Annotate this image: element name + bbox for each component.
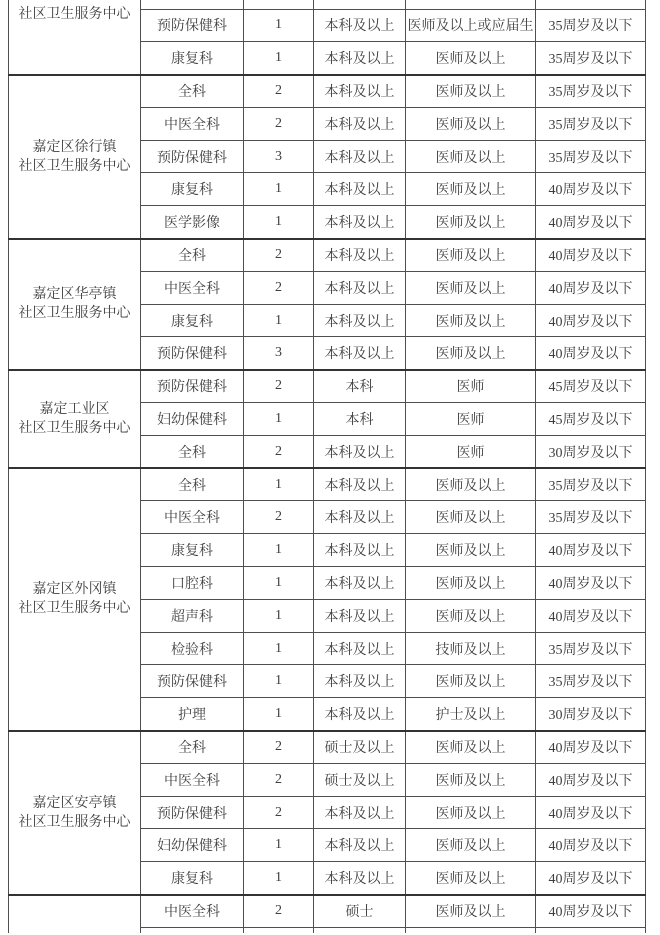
count-cell: 1 [244, 862, 314, 895]
dept-cell: 中医全科 [141, 501, 244, 534]
dept-cell: 康复科 [141, 304, 244, 337]
title-cell: 医师及以上 [406, 665, 536, 698]
filler-cell [314, 927, 406, 933]
age-cell: 40周岁及以下 [536, 534, 646, 567]
title-cell: 医师及以上 [406, 337, 536, 370]
count-cell: 2 [244, 107, 314, 140]
age-cell: 40周岁及以下 [536, 337, 646, 370]
org-name-line: 嘉定区安亭镇 [32, 795, 117, 811]
education-cell: 硕士及以上 [314, 731, 406, 764]
count-cell: 1 [244, 9, 314, 42]
dept-cell: 妇幼保健科 [141, 829, 244, 862]
age-cell: 30周岁及以下 [536, 698, 646, 731]
education-cell: 本科及以上 [314, 567, 406, 600]
education-cell: 本科及以上 [314, 632, 406, 665]
count-cell: 1 [244, 698, 314, 731]
age-cell: 40周岁及以下 [536, 829, 646, 862]
table-row [9, 75, 646, 108]
count-cell: 1 [244, 403, 314, 436]
title-cell: 医师 [406, 370, 536, 403]
education-cell: 本科及以上 [314, 206, 406, 239]
org-cell [9, 0, 141, 75]
count-cell: 1 [244, 468, 314, 501]
education-cell: 本科及以上 [314, 9, 406, 42]
filler-cell [536, 927, 646, 933]
title-cell: 护士及以上 [406, 698, 536, 731]
age-cell: 35周岁及以下 [536, 468, 646, 501]
table-row [9, 370, 646, 403]
table-row [9, 468, 646, 501]
age-cell: 40周岁及以下 [536, 304, 646, 337]
dept-cell: 护理 [141, 698, 244, 731]
title-cell: 医师及以上 [406, 468, 536, 501]
count-cell: 1 [244, 829, 314, 862]
dept-cell: 康复科 [141, 173, 244, 206]
dept-cell: 预防保健科 [141, 337, 244, 370]
org-cell [9, 370, 141, 468]
education-cell: 本科及以上 [314, 501, 406, 534]
count-cell: 2 [244, 763, 314, 796]
education-cell: 本科及以上 [314, 862, 406, 895]
age-cell: 40周岁及以下 [536, 271, 646, 304]
filler-cell [536, 0, 646, 9]
filler-cell [244, 927, 314, 933]
title-cell: 医师及以上 [406, 829, 536, 862]
dept-cell: 预防保健科 [141, 370, 244, 403]
age-cell: 45周岁及以下 [536, 370, 646, 403]
title-cell: 医师及以上或应届生 [406, 9, 536, 42]
title-cell: 医师及以上 [406, 173, 536, 206]
education-cell: 本科及以上 [314, 829, 406, 862]
age-cell: 40周岁及以下 [536, 567, 646, 600]
org-cell [9, 895, 141, 934]
education-cell: 本科及以上 [314, 42, 406, 75]
org-name-line: 社区卫生服务中心 [18, 306, 131, 322]
title-cell: 医师及以上 [406, 107, 536, 140]
title-cell: 医师及以上 [406, 567, 536, 600]
age-cell: 35周岁及以下 [536, 665, 646, 698]
dept-cell: 妇幼保健科 [141, 403, 244, 436]
education-cell: 本科及以上 [314, 468, 406, 501]
education-cell: 本科及以上 [314, 304, 406, 337]
education-cell: 本科及以上 [314, 75, 406, 108]
education-cell: 本科 [314, 370, 406, 403]
education-cell: 本科及以上 [314, 107, 406, 140]
title-cell: 医师及以上 [406, 501, 536, 534]
age-cell: 40周岁及以下 [536, 206, 646, 239]
org-name-line: 嘉定工业区 [39, 401, 110, 417]
title-cell: 医师及以上 [406, 895, 536, 928]
count-cell: 3 [244, 337, 314, 370]
org-name-line: 社区卫生服务中心 [18, 420, 131, 436]
dept-cell: 康复科 [141, 534, 244, 567]
age-cell: 35周岁及以下 [536, 140, 646, 173]
title-cell: 医师及以上 [406, 763, 536, 796]
recruitment-table [8, 0, 646, 933]
education-cell: 本科及以上 [314, 239, 406, 272]
age-cell: 40周岁及以下 [536, 796, 646, 829]
title-cell: 医师及以上 [406, 271, 536, 304]
count-cell: 2 [244, 501, 314, 534]
education-cell: 本科及以上 [314, 796, 406, 829]
dept-cell: 预防保健科 [141, 140, 244, 173]
education-cell: 本科及以上 [314, 698, 406, 731]
table-row [9, 239, 646, 272]
title-cell: 医师及以上 [406, 862, 536, 895]
org-cell [9, 239, 141, 370]
dept-cell: 中医全科 [141, 107, 244, 140]
dept-cell: 预防保健科 [141, 796, 244, 829]
org-name-line: 社区卫生服务中心 [18, 158, 131, 174]
count-cell: 2 [244, 271, 314, 304]
title-cell: 医师及以上 [406, 731, 536, 764]
dept-cell: 中医全科 [141, 271, 244, 304]
org-name-line: 社区卫生服务中心 [18, 601, 131, 617]
education-cell: 本科及以上 [314, 173, 406, 206]
title-cell: 医师及以上 [406, 75, 536, 108]
age-cell: 45周岁及以下 [536, 403, 646, 436]
dept-cell: 中医全科 [141, 895, 244, 928]
count-cell: 3 [244, 140, 314, 173]
filler-cell [406, 0, 536, 9]
title-cell: 技师及以上 [406, 632, 536, 665]
title-cell: 医师 [406, 435, 536, 468]
age-cell: 40周岁及以下 [536, 173, 646, 206]
dept-cell: 全科 [141, 239, 244, 272]
table-body [9, 0, 646, 933]
filler-cell [141, 927, 244, 933]
dept-cell: 口腔科 [141, 567, 244, 600]
age-cell: 30周岁及以下 [536, 435, 646, 468]
org-cell [9, 731, 141, 895]
dept-cell: 全科 [141, 468, 244, 501]
age-cell: 40周岁及以下 [536, 763, 646, 796]
age-cell: 40周岁及以下 [536, 599, 646, 632]
title-cell: 医师及以上 [406, 42, 536, 75]
age-cell: 35周岁及以下 [536, 501, 646, 534]
filler-cell [314, 0, 406, 9]
age-cell: 35周岁及以下 [536, 75, 646, 108]
education-cell: 本科及以上 [314, 140, 406, 173]
count-cell: 2 [244, 75, 314, 108]
filler-cell [244, 0, 314, 9]
dept-cell: 全科 [141, 731, 244, 764]
count-cell: 2 [244, 435, 314, 468]
title-cell: 医师及以上 [406, 140, 536, 173]
age-cell: 40周岁及以下 [536, 862, 646, 895]
dept-cell: 全科 [141, 75, 244, 108]
org-name-line: 嘉定区华亭镇 [32, 287, 117, 303]
age-cell: 35周岁及以下 [536, 107, 646, 140]
count-cell: 1 [244, 665, 314, 698]
title-cell: 医师 [406, 403, 536, 436]
education-cell: 本科及以上 [314, 435, 406, 468]
age-cell: 35周岁及以下 [536, 42, 646, 75]
education-cell: 本科及以上 [314, 271, 406, 304]
count-cell: 1 [244, 206, 314, 239]
org-name-line: 社区卫生服务中心 [18, 814, 131, 830]
education-cell: 硕士 [314, 895, 406, 928]
table-row [9, 895, 646, 928]
table-row [9, 731, 646, 764]
age-cell: 40周岁及以下 [536, 731, 646, 764]
dept-cell: 康复科 [141, 42, 244, 75]
age-cell: 40周岁及以下 [536, 895, 646, 928]
count-cell: 2 [244, 796, 314, 829]
age-cell: 35周岁及以下 [536, 9, 646, 42]
title-cell: 医师及以上 [406, 534, 536, 567]
count-cell: 2 [244, 370, 314, 403]
dept-cell: 预防保健科 [141, 9, 244, 42]
title-cell: 医师及以上 [406, 304, 536, 337]
org-name-line: 嘉定区外冈镇 [32, 582, 117, 598]
cut-top-row [9, 0, 646, 9]
org-name-line: 社区卫生服务中心 [18, 7, 131, 22]
age-cell: 40周岁及以下 [536, 239, 646, 272]
count-cell: 2 [244, 239, 314, 272]
education-cell: 本科及以上 [314, 665, 406, 698]
count-cell: 2 [244, 731, 314, 764]
dept-cell: 康复科 [141, 862, 244, 895]
age-cell: 35周岁及以下 [536, 632, 646, 665]
count-cell: 1 [244, 599, 314, 632]
count-cell: 2 [244, 895, 314, 928]
title-cell: 医师及以上 [406, 599, 536, 632]
count-cell: 1 [244, 534, 314, 567]
count-cell: 1 [244, 632, 314, 665]
education-cell: 本科 [314, 403, 406, 436]
dept-cell: 医学影像 [141, 206, 244, 239]
org-name-line: 嘉定区徐行镇 [32, 139, 117, 155]
education-cell: 本科及以上 [314, 534, 406, 567]
org-cell [9, 75, 141, 239]
dept-cell: 全科 [141, 435, 244, 468]
dept-cell: 预防保健科 [141, 665, 244, 698]
count-cell: 1 [244, 42, 314, 75]
dept-cell: 超声科 [141, 599, 244, 632]
title-cell: 医师及以上 [406, 206, 536, 239]
education-cell: 本科及以上 [314, 599, 406, 632]
education-cell: 硕士及以上 [314, 763, 406, 796]
filler-cell [141, 0, 244, 9]
dept-cell: 检验科 [141, 632, 244, 665]
education-cell: 本科及以上 [314, 337, 406, 370]
org-cell [9, 468, 141, 730]
count-cell: 1 [244, 567, 314, 600]
dept-cell: 中医全科 [141, 763, 244, 796]
count-cell: 1 [244, 304, 314, 337]
title-cell: 医师及以上 [406, 239, 536, 272]
filler-cell [406, 927, 536, 933]
title-cell: 医师及以上 [406, 796, 536, 829]
count-cell: 1 [244, 173, 314, 206]
